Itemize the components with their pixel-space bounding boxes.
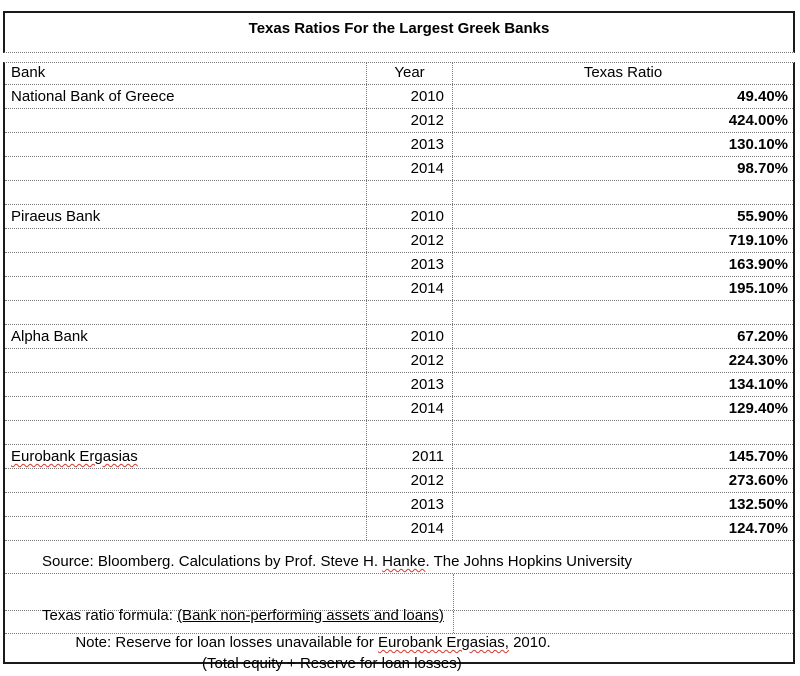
table-row xyxy=(5,85,793,109)
note-row xyxy=(5,611,793,651)
year-cell: 2012 xyxy=(366,109,453,132)
ratio-cell: 55.90% xyxy=(737,208,788,225)
ratio-cell: 98.70% xyxy=(737,160,788,177)
header-bank: Bank xyxy=(11,64,46,81)
year-cell: 2011 xyxy=(366,445,453,468)
year-cell: 2014 xyxy=(366,277,453,300)
table-row xyxy=(5,445,793,469)
table-row xyxy=(5,133,793,157)
note-text: Note: Reserve for loan losses unavailable for xyxy=(75,634,379,651)
year-cell: 2013 xyxy=(366,373,453,396)
year-cell: 2010 xyxy=(366,205,453,228)
bank-cell xyxy=(5,421,366,444)
misspelled-bank-name: Eurobank Ergasias xyxy=(11,448,138,465)
ratio-cell xyxy=(453,301,793,324)
formula-numerator: (Bank non-performing assets and loans) xyxy=(177,607,444,624)
table-row xyxy=(5,109,793,133)
bank-cell xyxy=(5,397,366,420)
bank-cell xyxy=(5,493,366,516)
table-row xyxy=(5,325,793,349)
ratio-cell xyxy=(453,181,793,204)
ratio-cell xyxy=(453,421,793,444)
year-cell: 2010 xyxy=(366,85,453,108)
year-cell: 2013 xyxy=(366,133,453,156)
empty-cell xyxy=(453,574,793,610)
spacer-row xyxy=(5,301,793,325)
misspelled-words: Eurobank Ergasias, xyxy=(378,634,509,651)
year-cell: 2014 xyxy=(366,397,453,420)
header-row xyxy=(5,63,793,85)
bank-cell xyxy=(5,109,366,132)
formula-denominator: (Total equity + Reserve for loan losses) xyxy=(202,655,462,672)
year-cell: 2014 xyxy=(366,517,453,540)
year-cell: 2010 xyxy=(366,325,453,348)
year-cell: 2012 xyxy=(366,349,453,372)
bank-cell xyxy=(5,517,366,540)
year-cell: 2013 xyxy=(366,493,453,516)
ratio-cell: 224.30% xyxy=(728,352,788,369)
bank-cell xyxy=(5,445,366,468)
note-text-suffix: 2010. xyxy=(508,634,551,651)
bank-cell xyxy=(5,373,366,396)
spacer-row xyxy=(5,181,793,205)
year-cell xyxy=(366,181,453,204)
ratio-cell: 132.50% xyxy=(728,496,788,513)
bank-cell: National Bank of Greece xyxy=(11,88,175,105)
table-row xyxy=(5,349,793,373)
bank-cell xyxy=(5,301,366,324)
empty-cell xyxy=(453,611,793,633)
bank-cell xyxy=(5,229,366,252)
table-row xyxy=(5,277,793,301)
ratio-cell: 49.40% xyxy=(737,88,788,105)
source-text: Source: Bloomberg. Calculations by Prof. Steve H. xyxy=(42,553,383,570)
texas-ratio-table xyxy=(3,62,795,672)
year-cell: 2014 xyxy=(366,157,453,180)
table-row xyxy=(5,253,793,277)
bank-cell xyxy=(5,253,366,276)
header-texas-ratio: Texas Ratio xyxy=(583,64,663,81)
ratio-cell: 67.20% xyxy=(737,328,788,345)
ratio-cell: 195.10% xyxy=(728,280,788,297)
bank-cell: Alpha Bank xyxy=(11,328,88,345)
source-text-suffix: . The Johns Hopkins University xyxy=(425,553,633,570)
header-year: Year xyxy=(366,63,453,84)
year-cell: 2012 xyxy=(366,229,453,252)
table-row xyxy=(5,373,793,397)
year-cell xyxy=(366,301,453,324)
table-row xyxy=(5,397,793,421)
ratio-cell: 719.10% xyxy=(728,232,788,249)
table-title: Texas Ratios For the Largest Greek Banks xyxy=(3,11,795,53)
bank-cell xyxy=(5,157,366,180)
bank-cell xyxy=(5,181,366,204)
ratio-cell: 424.00% xyxy=(728,112,788,129)
ratio-cell: 273.60% xyxy=(728,472,788,489)
bank-cell xyxy=(5,277,366,300)
misspelled-word: Hanke xyxy=(382,553,426,570)
source-row xyxy=(5,541,793,574)
ratio-cell: 129.40% xyxy=(728,400,788,417)
table-row xyxy=(5,469,793,493)
formula-label: Texas ratio formula: xyxy=(42,607,178,624)
note-cell xyxy=(5,611,551,651)
table-row xyxy=(5,493,793,517)
year-cell xyxy=(366,421,453,444)
ratio-cell: 130.10% xyxy=(728,136,788,153)
spacer-row xyxy=(5,421,793,445)
year-cell: 2012 xyxy=(366,469,453,492)
year-cell: 2013 xyxy=(366,253,453,276)
ratio-cell: 134.10% xyxy=(728,376,788,393)
bank-cell xyxy=(5,349,366,372)
bank-cell xyxy=(5,133,366,156)
table-row xyxy=(5,205,793,229)
bottom-spacer-row xyxy=(5,634,793,662)
bank-cell: Piraeus Bank xyxy=(11,208,101,225)
ratio-cell: 145.70% xyxy=(728,448,788,465)
bank-cell xyxy=(5,469,366,492)
table-row xyxy=(5,517,793,541)
ratio-cell: 124.70% xyxy=(728,520,788,537)
table-row xyxy=(5,229,793,253)
ratio-cell: 163.90% xyxy=(728,256,788,273)
table-row xyxy=(5,157,793,181)
